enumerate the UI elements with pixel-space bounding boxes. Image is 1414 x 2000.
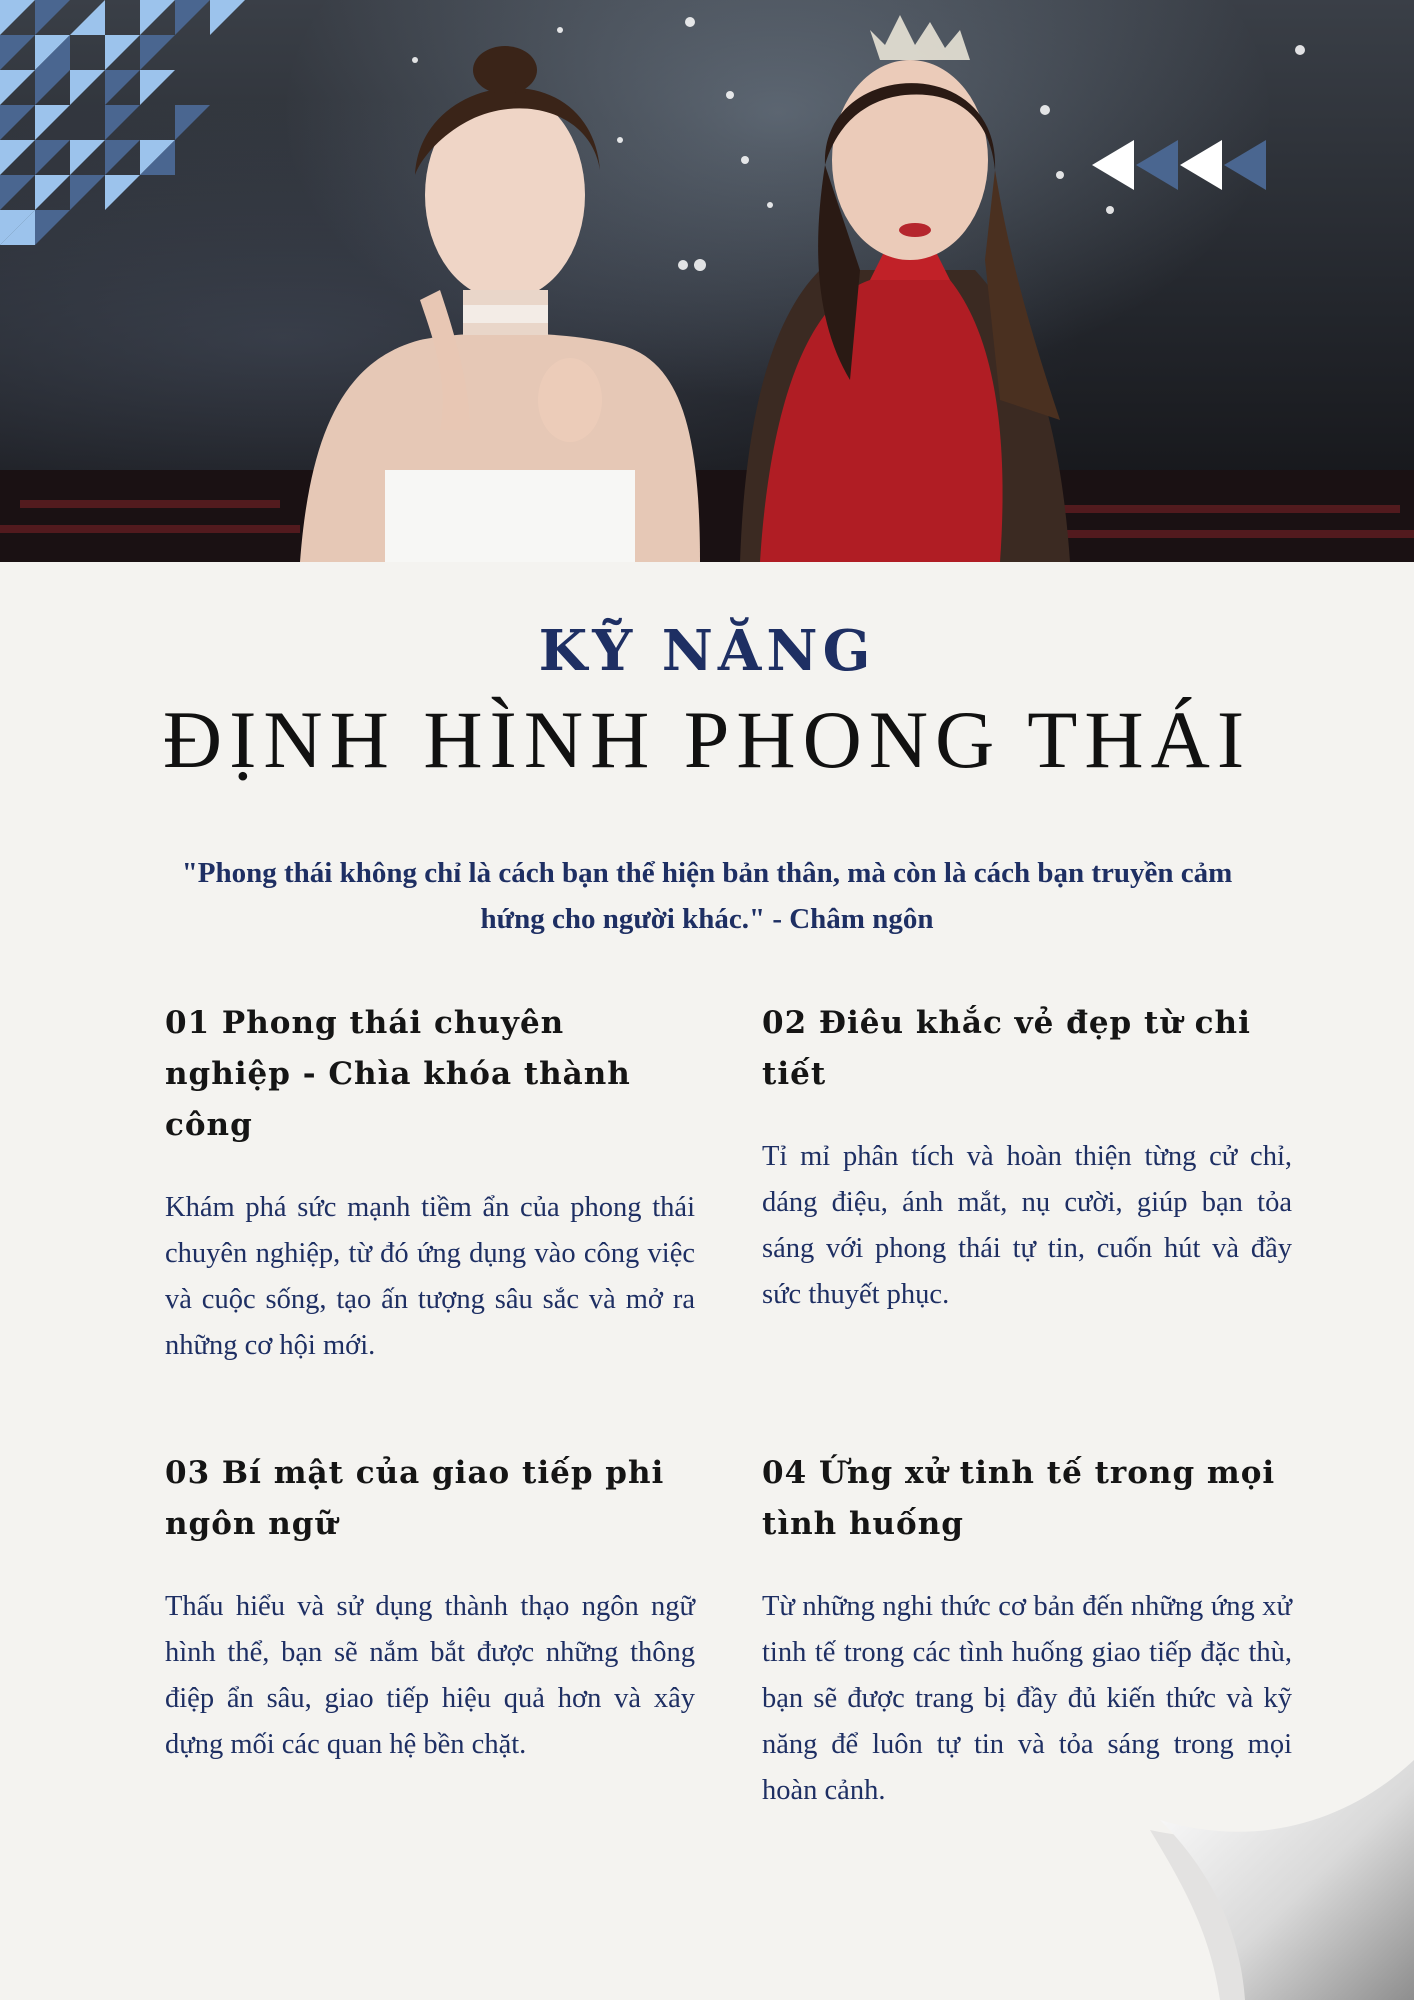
feature-title: 02 Điêu khắc vẻ đẹp từ chi tiết bbox=[762, 1005, 1251, 1092]
page-curl-decoration bbox=[1150, 1760, 1414, 2000]
title-kicker: KỸ NĂNG bbox=[538, 618, 876, 684]
feature-item-01 bbox=[165, 998, 695, 1369]
feature-body: Từ những nghi thức cơ bản đến những ứng xử tinh tế trong các tình huống giao tiếp đặc thù, bạn sẽ được trang bị đầy đủ kiến thức và kỹ năng để luôn tự tin và tỏa sáng trong mọi hoàn cảnh. bbox=[762, 1591, 1292, 1806]
feature-title: 03 Bí mật của giao tiếp phi ngôn ngữ bbox=[165, 1455, 665, 1542]
woman-red-dress bbox=[740, 15, 1070, 562]
feature-body: Tỉ mỉ phân tích và hoàn thiện từng cử chỉ, dáng điệu, ánh mắt, nụ cười, giúp bạn tỏa sáng với phong thái tự tin, cuốn hút và đầy sức thuyết phục. bbox=[762, 1141, 1292, 1310]
feature-title: 01 Phong thái chuyên nghiệp - Chìa khóa thành công bbox=[165, 1005, 631, 1143]
hero-banner bbox=[0, 0, 1414, 562]
woman-white-dress bbox=[300, 46, 700, 562]
quote-text: "Phong thái không chỉ là cách bạn thể hiện bản thân, mà còn là cách bạn truyền cảm hứng cho người khác." - Châm ngôn bbox=[181, 857, 1233, 935]
feature-title: 04 Ứng xử tinh tế trong mọi tình huống bbox=[762, 1455, 1276, 1542]
feature-item-02 bbox=[762, 998, 1292, 1318]
feature-body: Khám phá sức mạnh tiềm ẩn của phong thái chuyên nghiệp, từ đó ứng dụng vào công việc và cuộc sống, tạo ấn tượng sâu sắc và mở ra những cơ hội mới. bbox=[165, 1192, 695, 1361]
page-title: ĐỊNH HÌNH PHONG THÁI bbox=[162, 694, 1252, 785]
feature-item-03 bbox=[165, 1448, 695, 1768]
arrows-decoration bbox=[1092, 140, 1267, 190]
feature-body: Thấu hiểu và sử dụng thành thạo ngôn ngữ hình thể, bạn sẽ nắm bắt được những thông điệp ẩn sâu, giao tiếp hiệu quả hơn và xây dựng mối các quan hệ bền chặt. bbox=[165, 1591, 695, 1760]
triangle-pattern-decoration bbox=[0, 0, 280, 280]
